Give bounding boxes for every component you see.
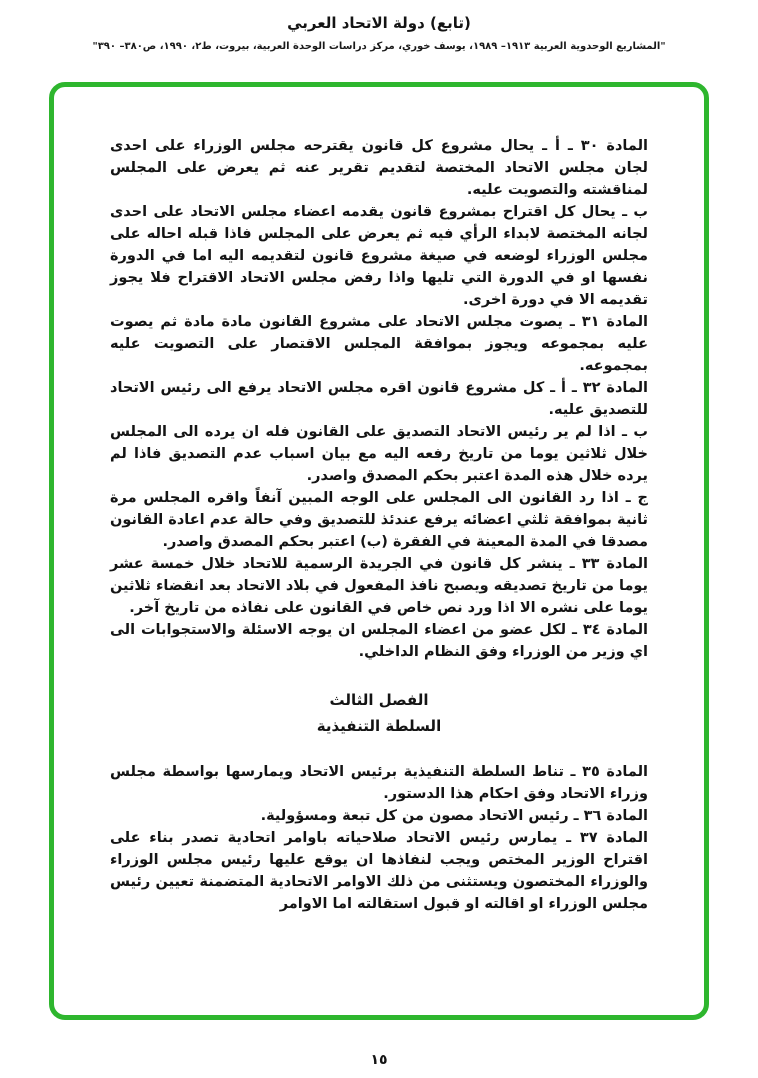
article-37: المادة ٣٧ ـ يمارس رئيس الاتحاد صلاحياته باوامر اتحادية تصدر بناء على اقتراح الوزير المختص ويجب لنفاذها ان يوقع عليها رئيس مجلس الوزراء والوزراء المختصون ويستثنى من ذلك الاوامر الاتحادية المتضمنة تعيين رئيس مجلس الوزراء او اقالته او قبول استقالته اما الاوامر [110, 830, 648, 912]
page-number: ١٥ [370, 1052, 388, 1068]
article-34: المادة ٣٤ ـ لكل عضو من اعضاء المجلس ان يوجه الاسئلة والاستجوابات الى اي وزير من الوزراء وفق النظام الداخلي. [110, 622, 648, 660]
article-33: المادة ٣٣ ـ ينشر كل قانون في الجريدة الرسمية للاتحاد خلال خمسة عشر يوما من تاريخ تصديقه ويصبح نافذ المفعول في بلاد الاتحاد بعد انقضاء ثلاثين يوما على نشره الا اذا ورد نص خاص في القانون على نفاذه من تاريخ آخر. [110, 556, 648, 616]
article-30-clause-a: المادة ٣٠ ـ أ ـ يحال مشروع كل قانون يقترحه مجلس الوزراء على احدى لجان مجلس الاتحاد المختصة لتقديم تقرير عنه ثم يعرض على المجلس لمناقشته والتصويت عليه. [110, 138, 648, 198]
page-header [0, 0, 758, 52]
article-31: المادة ٣١ ـ يصوت مجلس الاتحاد على مشروع القانون مادة مادة ثم يصوت عليه بمجموعه ويجوز بموافقة المجلس الاقتصار على التصويت عليه بمجموعه. [110, 314, 648, 374]
article-30-clause-b: ب ـ يحال كل اقتراح بمشروع قانون يقدمه اعضاء مجلس الاتحاد على احدى لجانه المختصة لابداء الرأي فيه ثم يعرض على المجلس فاذا قبله احاله على مجلس الوزراء لوضعه في صيغة مشروع قانون لتقديمه اليه اما في الدورة نفسها او في الدورة التي تليها واذا رفض مجلس الاتحاد الاقتراح فلا يجوز تقديمه الا في دورة اخرى. [110, 204, 648, 308]
article-35: المادة ٣٥ ـ تناط السلطة التنفيذية برئيس الاتحاد ويمارسها بواسطة مجلس وزراء الاتحاد وفق احكام هذا الدستور. [110, 764, 648, 802]
green-frame [49, 82, 709, 1020]
article-32-clause-c: ج ـ اذا رد القانون الى المجلس على الوجه المبين آنفاً واقره المجلس مرة ثانية بموافقة ثلثي اعضائه يرفع عندئذ للتصديق وفي حالة عدم اعادة القانون مصدقا في المدة المعينة في الفقرة (ب) اعتبر بحكم المصدق واصدر. [110, 490, 648, 550]
chapter-title: السلطة التنفيذية [316, 717, 442, 735]
source-citation: "المشاريع الوحدوية العربية ١٩١٣– ١٩٨٩، يوسف خوري، مركز دراسات الوحدة العربية، بيروت، ط٢، ١٩٩٠، ص٣٨٠– ٣٩٠" [92, 41, 666, 52]
article-32-clause-b: ب ـ اذا لم ير رئيس الاتحاد التصديق على القانون فله ان يرده الى المجلس خلال ثلاثين يوما من تاريخ رفعه اليه مع بيان اسباب عدم التصديق فاذا لم يرده خلال هذه المدة اعتبر بحكم المصدق واصدر. [110, 424, 648, 484]
chapter-heading-block [110, 687, 648, 739]
body-text-block [110, 135, 648, 915]
chapter-label: الفصل الثالث [329, 691, 429, 709]
document-title: (تابع) دولة الاتحاد العربي [287, 14, 471, 32]
article-32-clause-a: المادة ٣٢ ـ أ ـ كل مشروع قانون اقره مجلس الاتحاد يرفع الى رئيس الاتحاد للتصديق عليه. [110, 380, 648, 418]
article-36: المادة ٣٦ ـ رئيس الاتحاد مصون من كل تبعة ومسؤولية. [260, 808, 648, 824]
